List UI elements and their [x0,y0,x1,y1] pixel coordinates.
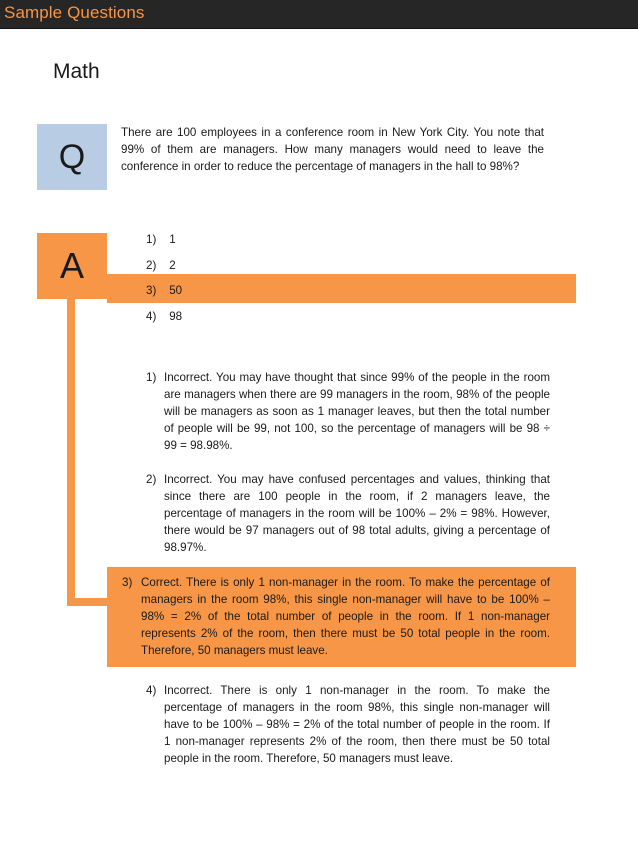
explanation-2 [146,471,550,556]
explanation-number: 4) [146,684,157,697]
explanation-number: 2) [146,473,157,486]
question-text: There are 100 employees in a conference room in New York City. You note that 99% of them are managers. How many managers would need to leave the conference in order to reduce the percentage of managers in the hall to 98%? [121,126,544,173]
explanation-number: 1) [146,371,157,384]
explanation-4 [146,682,550,767]
header-bar [0,0,638,29]
section-title: Math [53,60,100,83]
connector-line-horizontal [67,598,107,606]
explanation-3 [122,574,550,659]
answer-badge-label: A [59,245,84,286]
answer-choice-2 [146,259,176,272]
explanation-text: Incorrect. You may have confused percentages and values, thinking that since there are 100 people in the room, if 2 managers leave, the percentage of managers in the room will be 100% – 2% = 98%. However, there would be 97 managers out of 98 total adults, giving a percentage of 98.97%. [164,473,550,554]
choice-number: 1) [146,233,157,246]
answer-choice-3 [146,284,182,297]
explanation-text: Incorrect. There is only 1 non-manager in the room. To make the percentage of managers in the room 98%, this single non-manager will have to be 100% – 98% = 2% of the total number of people in the room. If 1 non-manager represents 2% of the room, then there must be 50 total people in the room. Therefore, 50 managers must leave. [164,684,550,765]
explanation-1 [146,369,550,454]
answer-choice-4 [146,310,182,323]
question-badge [37,124,107,190]
answer-badge [37,233,107,299]
choice-number: 4) [146,310,157,323]
choice-number: 2) [146,259,157,272]
choice-label: 2 [169,259,176,272]
choice-label: 98 [169,310,183,323]
choice-number: 3) [146,284,157,297]
explanation-number: 3) [122,576,133,589]
answer-choice-1 [146,233,176,246]
choice-label: 1 [169,233,176,246]
explanation-text: Incorrect. You may have thought that since 99% of the people in the room are managers when there are 99 managers in the room, 98% of the people will be managers as soon as 1 manager leaves, but then the total number of people will be 99, not 100, so the percentage of managers will be 98 ÷ 99 = 98.98%. [164,371,550,452]
choice-label: 50 [169,284,183,297]
connector-line-vertical [67,299,75,606]
header-title: Sample Questions [4,3,145,22]
question-badge-label: Q [58,137,86,176]
explanation-text: Correct. There is only 1 non-manager in the room. To make the percentage of managers in the room 98%, this single non-manager will have to be 100% – 98% = 2% of the total number of people in the room. If 1 non-manager represents 2% of the room, then there must be 50 total people in the room. Therefore, 50 managers must leave. [141,576,550,657]
